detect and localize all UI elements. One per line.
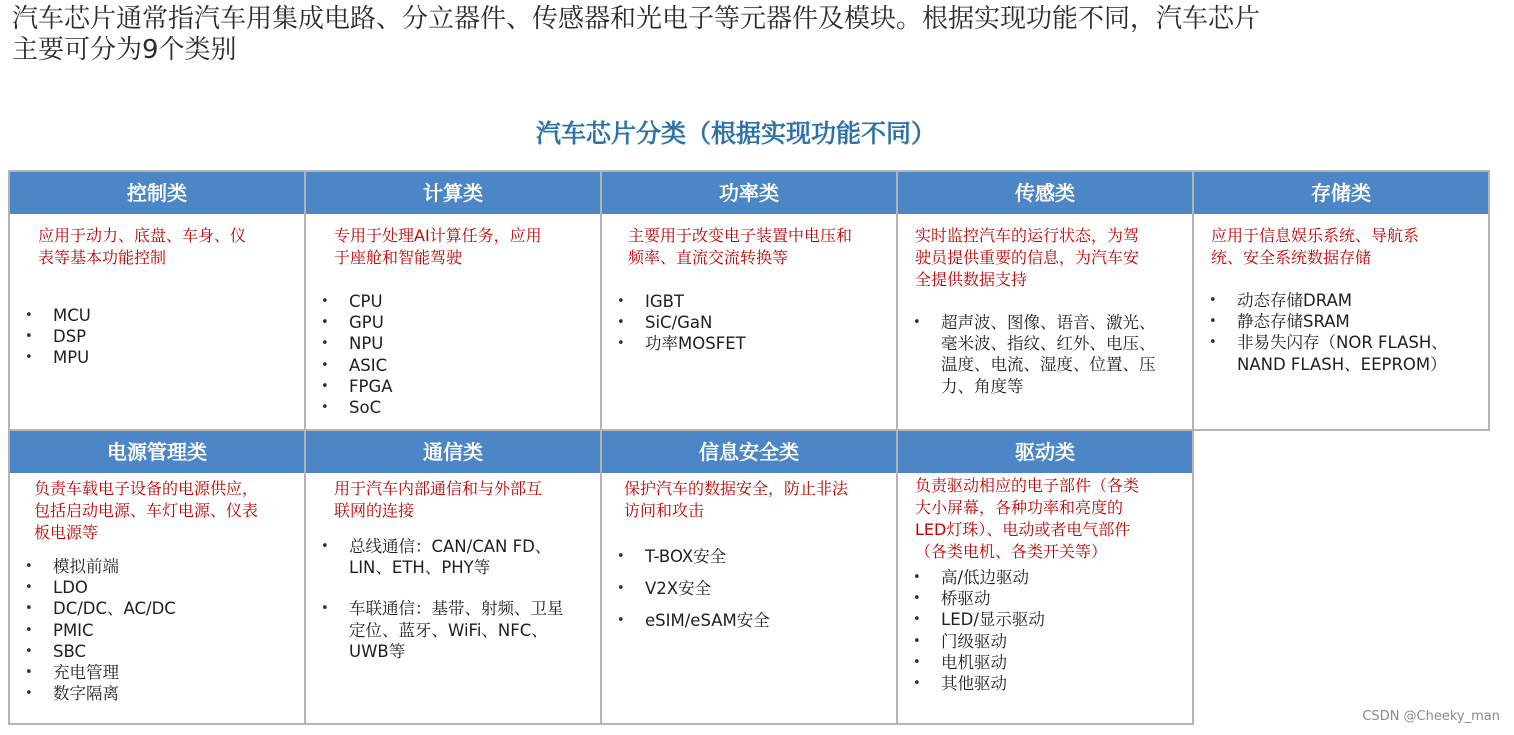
list-item: • 其他驱动 [913,673,1045,694]
list-item: • 数字隔离 [25,683,176,704]
description-line: 专用于处理AI计算任务，应用 [334,226,542,245]
list-item: • DC/DC、AC/DC [25,598,176,619]
description-line: 实时监控汽车的运行状态，为驾 [915,226,1140,245]
description-line: 保护汽车的数据安全，防止非法 [624,479,849,498]
list-item: • SiC/GaN [617,312,746,333]
list-item: • DSP [25,326,91,347]
list-item-line: • 车联通信：基带、射频、卫星 [349,599,564,619]
list-item: • GPU [321,312,393,333]
list-item: • MCU [25,305,91,326]
category-header: 驱动类 [898,431,1192,473]
list-item: • 充电管理 [25,662,176,683]
description-line: 应用于信息娱乐系统、导航系 [1211,226,1420,245]
list-item-line: NAND FLASH、EEPROM） [1237,354,1447,374]
category-cell [600,170,898,431]
category-header: 计算类 [306,172,600,214]
list-item: • SoC [321,397,393,418]
intro-line-2: 主要可分为9个类别 [12,35,237,65]
category-description [915,225,1139,291]
list-item [321,598,564,662]
description-line: 负责驱动相应的电子部件（各类 [915,476,1140,495]
list-item: • CPU [321,291,393,312]
list-item: • IGBT [617,291,746,312]
category-cell [304,429,602,725]
description-line: 负责车载电子设备的电源供应， [34,479,259,498]
list-item-line: UWB等 [349,641,406,661]
list-item [321,536,564,578]
list-item: • 电机驱动 [913,652,1045,673]
list-item-line: • 非易失闪存（NOR FLASH、 [1237,333,1448,353]
category-description [628,225,852,269]
list-item [1209,332,1448,374]
list-item: • PMIC [25,620,176,641]
list-item-line: 力、角度等 [941,376,1024,396]
category-header: 电源管理类 [10,431,304,473]
description-line: 于座舱和智能驾驶 [334,248,463,267]
description-line: 包括启动电源、车灯电源、仪表 [34,501,259,520]
list-item: • 功率MOSFET [617,333,746,354]
category-cell [600,429,898,725]
description-line: 板电源等 [34,523,99,542]
category-item-list [617,546,770,632]
category-cell [896,429,1194,725]
description-line: 表等基本功能控制 [38,248,167,267]
category-item-list [617,291,746,355]
category-item-list [913,312,1156,397]
category-header: 功率类 [602,172,896,214]
category-cell [8,429,306,725]
list-item [913,312,1156,397]
category-cell [8,170,306,431]
category-description [334,225,542,269]
list-item: • 高/低边驱动 [913,567,1045,588]
category-cell [896,170,1194,431]
category-description [1211,225,1419,269]
list-item: • SBC [25,641,176,662]
list-item-line: • 总线通信：CAN/CAN FD、 [349,537,552,556]
description-line: 统、安全系统数据存储 [1211,248,1372,267]
description-line: 驶员提供重要的信息，为汽车安 [915,248,1140,267]
list-item: • T-BOX安全 [617,546,770,567]
list-item: • LDO [25,577,176,598]
description-line: 用于汽车内部通信和与外部互 [334,479,543,498]
list-item: • 桥驱动 [913,588,1045,609]
description-line: 大小屏幕，各种功率和亮度的 [915,498,1124,517]
category-item-list [25,305,91,369]
category-cell [1192,170,1490,431]
description-line: 应用于动力、底盘、车身、仪 [38,226,247,245]
category-cell [304,170,602,431]
description-line: 联网的连接 [334,501,415,520]
list-item-line: LIN、ETH、PHY等 [349,558,491,578]
category-header: 传感类 [898,172,1192,214]
category-description [915,475,1139,563]
diagram-title: 汽车芯片分类（根据实现功能不同） [535,119,936,148]
description-line: （各类电机、各类开关等） [915,542,1108,561]
list-item: • 模拟前端 [25,556,176,577]
category-item-list [25,556,176,704]
list-item: • ASIC [321,355,393,376]
description-line: 访问和攻击 [624,501,705,520]
category-description [34,478,258,544]
list-item: • 门级驱动 [913,631,1045,652]
category-item-list [913,567,1045,694]
category-description [38,225,246,269]
description-line: LED灯珠）、电动或者电气部件 [915,520,1131,539]
list-item-line: • 超声波、图像、语音、激光、 [941,313,1156,332]
category-header: 存储类 [1194,172,1488,214]
list-item-line: 定位、蓝牙、WiFi、NFC、 [349,620,548,640]
list-item: • FPGA [321,376,393,397]
list-item-line: 温度、电流、湿度、位置、压 [941,355,1156,375]
list-item: • eSIM/eSAM安全 [617,610,770,631]
list-item-line: 毫米波、指纹、红外、电压、 [941,334,1156,354]
list-item: • V2X安全 [617,578,770,599]
intro-paragraph [12,4,1512,66]
category-item-list [321,536,564,662]
category-header: 信息安全类 [602,431,896,473]
watermark: CSDN @Cheeky_man [1362,709,1500,724]
list-item: • 静态存储SRAM [1209,311,1448,332]
list-item: • LED/显示驱动 [913,609,1045,630]
list-item: • 动态存储DRAM [1209,290,1448,311]
category-item-list [321,291,393,418]
intro-line-1: 汽车芯片通常指汽车用集成电路、分立器件、传感器和光电子等元器件及模块。根据实现功能不同，汽车芯片 [12,4,1261,34]
list-item: • NPU [321,333,393,354]
description-line: 全提供数据支持 [915,270,1028,289]
description-line: 频率、直流交流转换等 [628,248,789,267]
category-description [624,478,848,522]
category-header: 控制类 [10,172,304,214]
category-header: 通信类 [306,431,600,473]
category-description [334,478,542,522]
description-line: 主要用于改变电子装置中电压和 [628,226,853,245]
category-item-list [1209,290,1448,375]
list-item: • MPU [25,347,91,368]
